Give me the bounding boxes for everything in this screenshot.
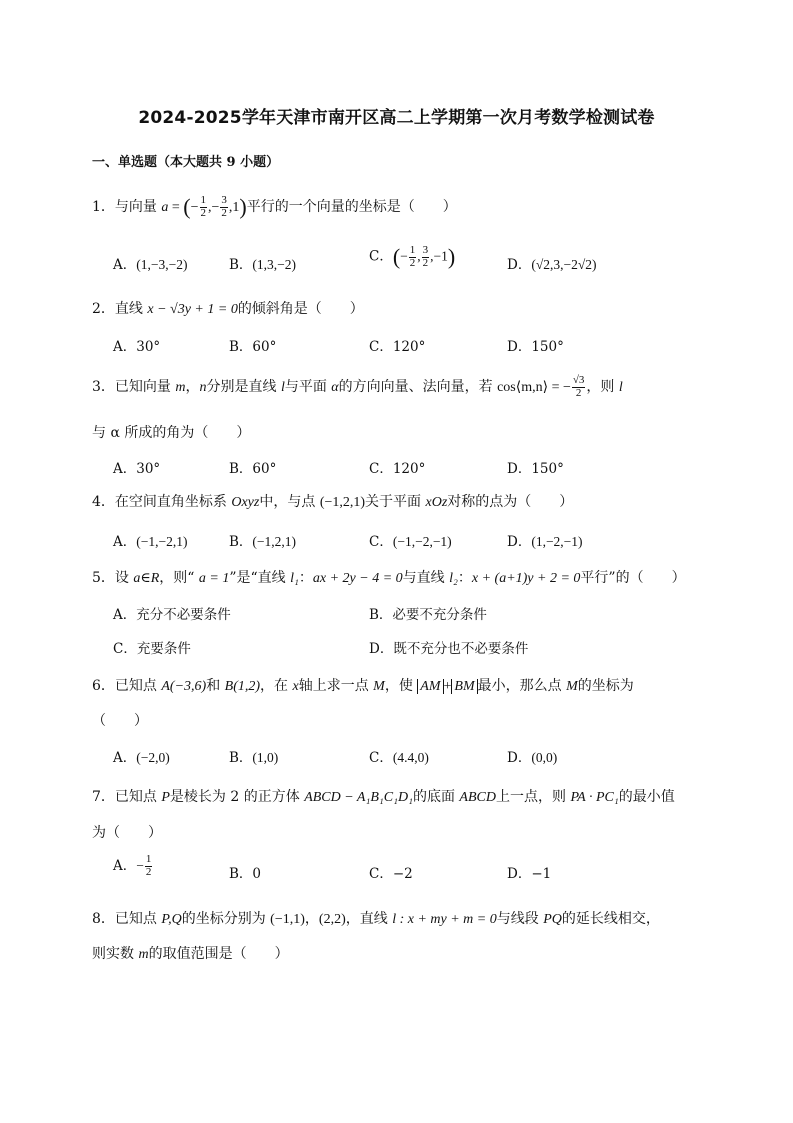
q5-a-eq-1: a = 1: [198, 571, 230, 586]
q4-prefix: 4．在空间直角坐标系: [92, 494, 232, 510]
question-8-line-2: [92, 943, 289, 963]
q1-option-c[interactable]: C．(− $\frac{1}{2}$ , $\frac{3}{2}$ ,−1): [369, 243, 456, 269]
q6-option-a[interactable]: A．(−2,0): [113, 750, 170, 766]
q8-sep: ，: [304, 911, 319, 927]
question-7-line-1: [92, 786, 675, 806]
q1-suffix: 平行的一个向量的坐标是（ ）: [246, 199, 457, 215]
q1-equals: =: [168, 200, 184, 215]
q7-suffix: 的最小值: [618, 789, 675, 805]
q5-l2: l₂: [449, 571, 458, 586]
q1-minus1: −: [190, 200, 199, 215]
q7-option-b[interactable]: B．0: [229, 866, 262, 882]
q5-suffix: 平行”的（ ）: [580, 570, 686, 586]
q4-mid2: 关于平面: [365, 494, 426, 510]
q3-line-l-2: l: [618, 380, 623, 396]
q3-option-d[interactable]: D．150°: [507, 461, 564, 477]
q6-point-b: B(1,2): [224, 679, 261, 694]
q3-option-c[interactable]: C．120°: [369, 461, 426, 477]
q3-cos: cos⟨m,n⟩ = −: [497, 380, 571, 396]
q1-options: [113, 243, 713, 273]
q5-option-d[interactable]: D．既不充分也不必要条件: [369, 641, 529, 657]
q6-plus: +: [443, 679, 452, 694]
q8-m: m: [138, 947, 149, 962]
q3-option-a[interactable]: A．30°: [113, 461, 161, 477]
q6-options: [113, 746, 713, 766]
q4-mid: 中，与点: [259, 494, 320, 510]
question-3-line-1: [92, 375, 623, 399]
q1-vector-a: a: [161, 200, 169, 215]
q5-options-row-1: [113, 603, 713, 623]
q2-option-d[interactable]: D．150°: [507, 339, 564, 355]
q7-base: ABCD: [459, 790, 496, 805]
question-3-line-2: 与 α 所成的角为（ ）: [92, 425, 251, 441]
question-1: [92, 194, 457, 220]
question-4: [92, 491, 573, 511]
q6-mid: ，在: [260, 678, 293, 694]
q8-mid3: 与线段: [496, 911, 544, 927]
q7-option-d[interactable]: D．−1: [507, 866, 552, 882]
q2-option-b[interactable]: B．60°: [229, 339, 277, 355]
q7-p: P: [161, 790, 170, 805]
q3-plane-alpha: α: [331, 380, 339, 396]
q7-option-a[interactable]: A．− $\frac{1}{2}$: [113, 853, 152, 878]
q6-option-d[interactable]: D．(0,0): [507, 750, 558, 766]
q8-line-eq: l : x + my + m = 0: [392, 912, 497, 927]
q3-options: [113, 457, 713, 477]
question-8-line-1: [92, 908, 660, 928]
question-5: [92, 567, 686, 587]
q7-dot-product: PA · PC₁: [570, 790, 619, 805]
q5-colon2: ：: [457, 570, 472, 586]
question-2: [92, 298, 364, 318]
q1-option-d[interactable]: D．(√2,3,−2√2): [507, 257, 597, 273]
q4-option-d[interactable]: D．(1,−2,−1): [507, 534, 583, 550]
q3-mid3: 的方向向量、法向量，若: [338, 379, 498, 396]
q8-line2-prefix: 则实数: [92, 946, 139, 962]
q5-mid2: ”是“直线: [229, 570, 291, 586]
q2-option-a[interactable]: A．30°: [113, 339, 161, 355]
q4-options: [113, 530, 713, 550]
q8-suffix: 的延长线相交，: [561, 911, 660, 927]
q3-vector-m: m: [175, 380, 186, 396]
q7-cube: ABCD − A₁B₁C₁D₁: [304, 790, 413, 805]
q1-option-a[interactable]: A．(1,−3,−2): [113, 257, 188, 273]
q7-mid2: 的底面: [412, 789, 460, 805]
q8-mid2: ，直线: [345, 911, 393, 927]
q8-p1: (−1,1): [270, 912, 305, 927]
q4-system: Oxyz: [231, 495, 260, 510]
q8-prefix: 8．已知点: [92, 911, 162, 927]
q1-prefix: 1．与向量: [92, 199, 162, 215]
q6-abs-bm: BM: [451, 679, 477, 694]
q5-option-a[interactable]: A．充分不必要条件: [113, 607, 231, 623]
q1-frac1: $\frac{1}{2}$: [200, 193, 206, 219]
q3-sep: ，: [185, 379, 200, 396]
q1-one: ,1: [228, 200, 240, 215]
q4-plane: xOz: [425, 495, 448, 510]
q5-mid: ，则“: [159, 570, 199, 586]
question-7-line-2: 为（ ）: [92, 825, 162, 841]
q2-options: [113, 335, 713, 355]
q5-eq2: x + (a+1)y + 2 = 0: [471, 571, 581, 586]
q7-mid3: 上一点，则: [495, 789, 571, 805]
q3-mid: 分别是直线: [206, 379, 281, 396]
q3-option-b[interactable]: B．60°: [229, 461, 277, 477]
q5-options-row-2: [113, 637, 713, 657]
q4-option-b[interactable]: B．(−1,2,1): [229, 534, 297, 550]
q6-suffix: 的坐标为: [577, 678, 634, 694]
q2-option-c[interactable]: C．120°: [369, 339, 426, 355]
q4-option-c[interactable]: C．(−1,−2,−1): [369, 534, 452, 550]
q6-option-b[interactable]: B．(1,0): [229, 750, 279, 766]
q7-prefix: 7．已知点: [92, 789, 162, 805]
q1-mid: ,−: [208, 200, 220, 215]
q5-a-in-r: a∈R: [133, 571, 160, 586]
q3-vector-n: n: [199, 380, 207, 396]
q6-m2: M: [566, 679, 578, 694]
q5-colon: ：: [298, 570, 313, 586]
question-6-line-1: [92, 675, 634, 695]
q5-l1: l₁: [290, 571, 299, 586]
question-6-line-2: （ ）: [92, 713, 148, 729]
q3-mid2: 与平面: [284, 379, 332, 396]
q5-eq1: ax + 2y − 4 = 0: [312, 571, 403, 586]
q3-frac: $\frac{√3}{2}$: [572, 374, 585, 399]
q7-options: [113, 853, 713, 882]
q2-suffix: 的倾斜角是（ ）: [237, 301, 364, 317]
q7-option-c[interactable]: C．−2: [369, 866, 413, 882]
q6-and: 和: [206, 678, 225, 694]
q3-prefix: 3．已知向量: [92, 379, 176, 396]
q6-x: x: [292, 679, 299, 694]
q6-point-a: A(−3,6): [161, 679, 207, 694]
q8-pq: P,Q: [161, 912, 182, 927]
q8-mid: 的坐标分别为: [181, 911, 271, 927]
q5-option-c[interactable]: C．充要条件: [113, 641, 191, 657]
q5-mid3: 与直线: [402, 570, 450, 586]
q6-option-c[interactable]: C．(4.4,0): [369, 750, 429, 766]
q6-mid2: 轴上求一点: [298, 678, 374, 694]
q4-option-a[interactable]: A．(−1,−2,1): [113, 534, 188, 550]
q4-point: (−1,2,1): [319, 495, 366, 510]
q2-prefix: 2．直线: [92, 301, 148, 317]
q1-frac2: $\frac{3}{2}$: [221, 193, 227, 219]
q8-segment: PQ: [543, 912, 562, 927]
q6-prefix: 6．已知点: [92, 678, 162, 694]
q6-abs-am: AM: [417, 679, 443, 694]
q6-m: M: [373, 679, 385, 694]
q1-paren-open: (: [183, 194, 191, 219]
q3-then: ，则: [586, 379, 619, 396]
q8-line2-suffix: 的取值范围是（ ）: [148, 946, 289, 962]
q8-p2: (2,2): [318, 912, 346, 927]
q5-prefix: 5．设: [92, 570, 134, 586]
section-heading: 一、单选题（本大题共 9 小题）: [92, 155, 280, 170]
q1-paren-close: ): [239, 194, 247, 219]
q6-mid3: ，使: [384, 678, 418, 694]
q4-suffix: 对称的点为（ ）: [447, 494, 574, 510]
q5-option-b[interactable]: B．必要不充分条件: [369, 607, 487, 623]
page-title: 2024-2025学年天津市南开区高二上学期第一次月考数学检测试卷: [138, 108, 655, 128]
q7-mid: 是棱长为 2 的正方体: [169, 789, 305, 805]
q2-equation: x − √3y + 1 = 0: [147, 302, 238, 317]
q6-mid4: 最小，那么点: [477, 678, 567, 694]
q3-line-l: l: [280, 380, 285, 396]
q1-option-b[interactable]: B．(1,3,−2): [229, 257, 297, 273]
